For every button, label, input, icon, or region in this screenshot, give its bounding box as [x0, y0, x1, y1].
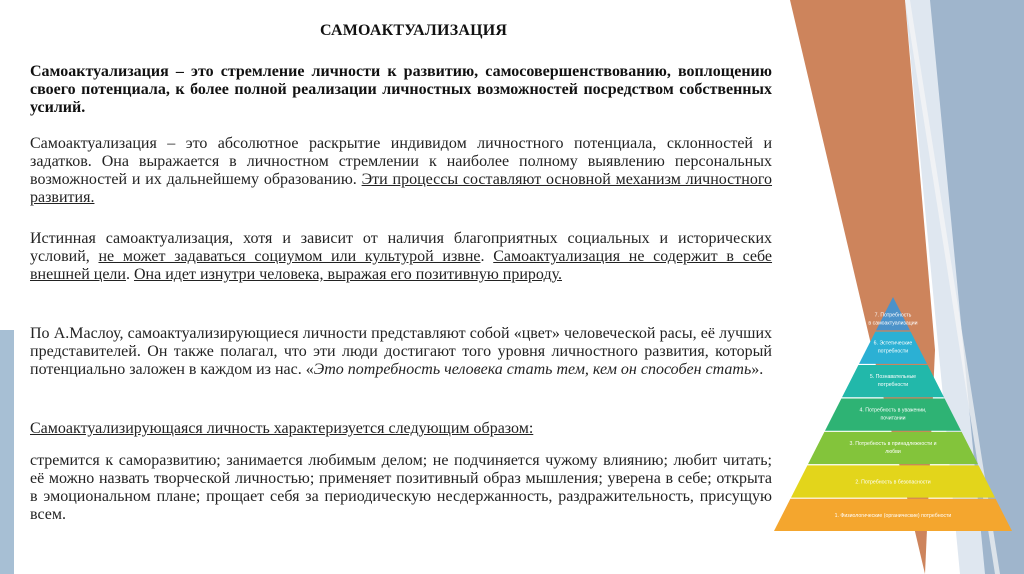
pyramid-level-3-label-1: 3. Потребность в принадлежности и — [849, 441, 937, 448]
paragraph-3-underline-1: не может задаваться социумом или культурой извне — [98, 248, 481, 265]
pyramid-level-6-label-2: потребности — [877, 348, 909, 355]
pyramid-level-5-label-2: потребности — [877, 382, 909, 389]
paragraph-5: Самоактуализирующаяся личность характеризуется следующим образом: — [30, 420, 534, 437]
pyramid-level-7-label-2: в самоактуализации — [868, 320, 918, 327]
pyramid-level-5 — [842, 365, 944, 397]
definition-paragraph: Самоактуализация – это стремление личности к развитию, самосовершенствованию, воплощению своего потенциала, к более полной реализации личностных возможностей посредством собственных усилий. — [30, 63, 772, 116]
maslow-pyramid — [774, 297, 1012, 531]
pyramid-level-6-label-1: 6. Эстетические — [873, 340, 913, 347]
pyramid-level-3-label-2: любви — [885, 449, 901, 456]
pyramid-level-6 — [859, 332, 927, 364]
slide-title: САМОАКТУАЛИЗАЦИЯ — [320, 22, 508, 39]
pyramid-level-3 — [808, 432, 978, 464]
paragraph-2 — [30, 135, 772, 207]
pyramid-level-2-label-1: 2. Потребность в безопасности — [855, 479, 931, 486]
paragraph-4-quote: Это потребность человека стать тем, кем он способен стать — [313, 361, 752, 378]
paragraph-4-text: По А.Маслоу, самоактуализирующиеся личности представляют собой «цвет» человеческой расы, её лучших представителей. Он также полагал, что эти люди достигают того уровня личностного развития, который потенциально заложен в каждом из нас. « — [30, 325, 772, 378]
paragraph-4 — [30, 325, 772, 379]
pyramid-level-5-label-1: 5. Познавательные — [869, 374, 917, 381]
pyramid-level-4 — [825, 398, 961, 430]
paragraph-3-text2: . — [480, 248, 494, 265]
paragraph-6: стремится к саморазвитию; занимается любимым делом; не подчиняется чужому влиянию; любит читать; её можно назвать творческой личностью; применяет позитивный образ мышления; уверена в себе; открыта в эмоциональном плане; прощает себя за периодическую несдержанность, раздражительность, присущую всем. — [30, 452, 772, 523]
pyramid-level-4-label-1: 4. Потребность в уважении, — [859, 407, 927, 414]
paragraph-3-text1: Истинная самоактуализация, хотя и зависит от наличия благоприятных социальных и исторических условий, — [30, 230, 772, 265]
paragraph-4-end: ». — [751, 361, 764, 378]
decor-left-strip — [0, 330, 14, 574]
paragraph-3 — [30, 230, 772, 284]
paragraph-2-text: Самоактуализация – это абсолютное раскрытие индивидом личностного потенциала, склонностей и задатков. Она выражается в личностном стремлении к наиболее полному выявлению персональных возможностей и их дальнейшему образованию. — [30, 135, 772, 188]
paragraph-3-underline-2: Самоактуализация не содержит в себе внешней цели — [30, 248, 773, 283]
pyramid-level-4-label-2: почитании — [880, 415, 906, 422]
paragraph-3-underline-3: Она идет изнутри человека, выражая его позитивную природу. — [133, 266, 562, 283]
paragraph-3-text3: . — [125, 266, 134, 283]
paragraph-2-underlined: Эти процессы составляют основной механизм личностного развития. — [30, 171, 773, 206]
pyramid-level-1-label-1: 1. Физиологические (органические) потребности — [834, 512, 952, 519]
pyramid-level-7-label-1: 7. Потребность — [874, 312, 912, 319]
